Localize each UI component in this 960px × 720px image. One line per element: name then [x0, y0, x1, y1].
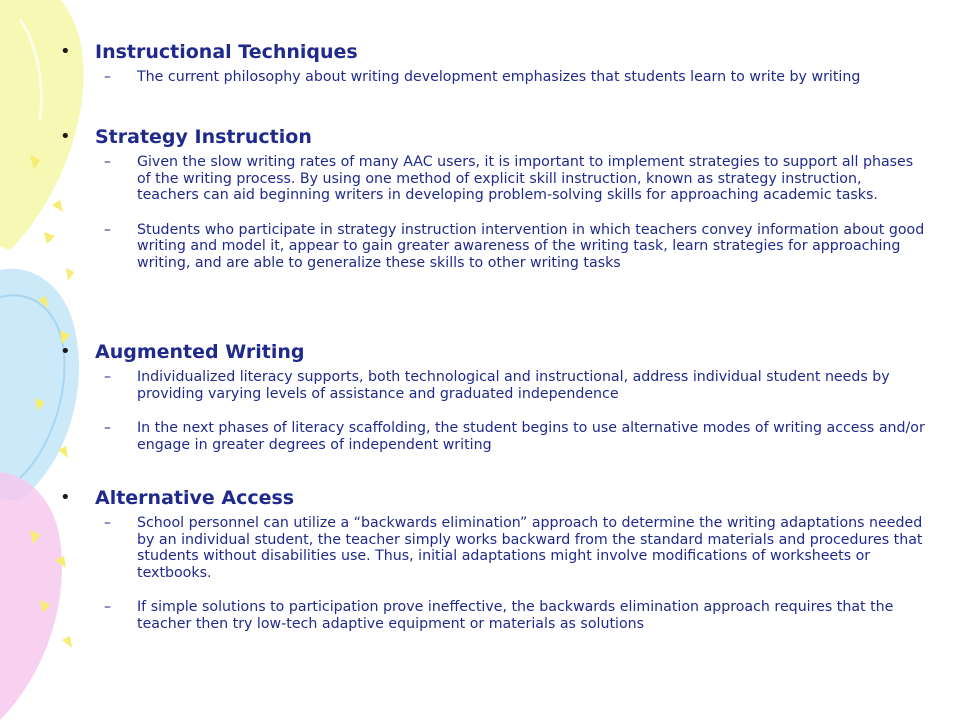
sub-bullet-text: Individualized literacy supports, both technological and instructional, address individual student needs by providing varying levels of assistance and graduated independence: [137, 369, 890, 402]
sub-bullet: [0, 515, 960, 581]
sub-bullet-text: School personnel can utilize a “backwards elimination” approach to determine the writing adaptations needed by an individual student, the teacher simply works backward from the standard materials and procedures that students without disabilities use. Thus, initial adaptations might involve modifications of worksheets or textbooks.: [137, 515, 923, 581]
section-alternative-access: [0, 486, 960, 632]
section-strategy-instruction: [0, 125, 960, 271]
bullet-icon: •: [60, 341, 71, 362]
dash-icon: –: [104, 221, 111, 238]
sub-bullet: [0, 222, 960, 272]
dash-icon: –: [104, 69, 111, 85]
bullet-icon: •: [60, 41, 71, 62]
section-augmented-writing: [0, 340, 960, 453]
sub-bullet-text: Given the slow writing rates of many AAC users, it is important to implement strategies to support all phases of the writing process. By using one method of explicit skill instruction, known as strategy instruction, teachers can aid beginning writers in developing problem-solving skills for approaching academic tasks.: [137, 154, 914, 203]
sub-bullet: [0, 599, 960, 632]
sub-bullet: [0, 69, 960, 86]
section-instructional-techniques: [0, 40, 960, 86]
dash-icon: –: [104, 154, 111, 170]
dash-icon: –: [104, 420, 111, 436]
section-heading: Alternative Access: [95, 487, 295, 509]
bullet-row: [0, 125, 960, 149]
section-heading: Strategy Instruction: [95, 126, 312, 148]
bullet-row: [0, 40, 960, 64]
dash-icon: –: [104, 599, 111, 615]
bullet-icon: •: [60, 487, 71, 508]
sub-bullet-text: If simple solutions to participation prove ineffective, the backwards elimination approach requires that the teacher then try low-tech adaptive equipment or materials as solutions: [137, 599, 894, 632]
sub-bullet: [0, 154, 960, 204]
section-heading: Instructional Techniques: [95, 41, 358, 63]
sub-bullet: [0, 420, 960, 453]
sub-bullet: [0, 369, 960, 402]
sub-bullet-text: In the next phases of literacy scaffolding, the student begins to use alternative modes of writing access and/or engage in greater degrees of independent writing: [137, 420, 925, 453]
sub-bullet-text: Students who participate in strategy instruction intervention in which teachers convey information about good writing and model it, appear to gain greater awareness of the writing task, learn strategies for approaching writing, and are able to generalize these skills to other writing tasks: [137, 221, 925, 271]
section-heading: Augmented Writing: [95, 341, 305, 363]
bullet-row: [0, 486, 960, 510]
dash-icon: –: [104, 369, 111, 385]
bullet-row: [0, 340, 960, 364]
dash-icon: –: [104, 515, 111, 531]
bullet-icon: •: [60, 126, 71, 147]
sub-bullet-text: The current philosophy about writing development emphasizes that students learn to write by writing: [137, 69, 861, 85]
